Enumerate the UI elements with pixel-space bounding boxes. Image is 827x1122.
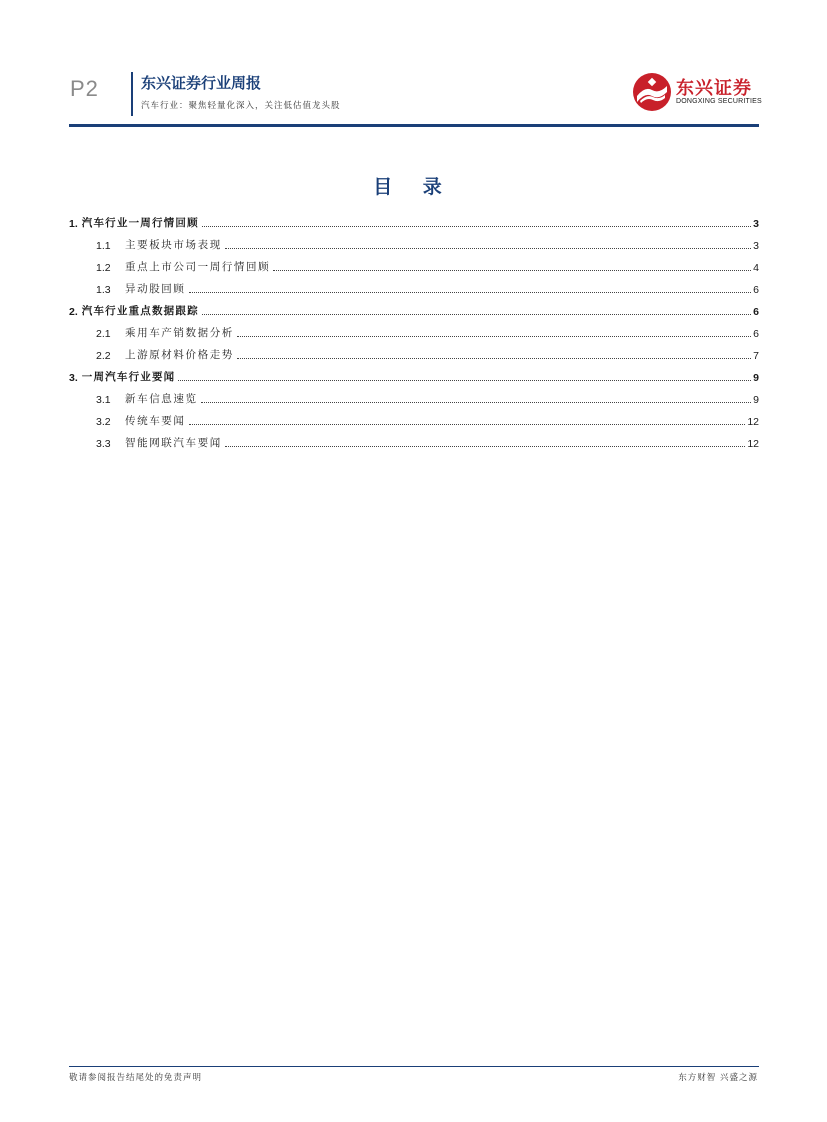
toc-leader-dots <box>178 379 751 381</box>
header-rule <box>69 124 759 127</box>
toc-entry-label: 智能网联汽车要闻 <box>125 437 222 449</box>
toc-entry[interactable] <box>69 296 759 318</box>
toc-entry-page: 6 <box>753 328 759 340</box>
report-subtitle: 汽车行业：聚焦轻量化深入，关注低估值龙头股 <box>141 101 341 111</box>
footer-disclaimer: 敬请参阅报告结尾处的免责声明 <box>69 1073 203 1083</box>
toc-leader-dots <box>225 247 751 249</box>
toc-leader-dots <box>273 269 751 271</box>
page-header <box>0 0 827 130</box>
logo-emblem-icon <box>632 72 672 112</box>
page-number: P2 <box>70 76 99 101</box>
toc-entry[interactable] <box>69 274 759 296</box>
logo-text-en: DONGXING SECURITIES <box>676 98 762 105</box>
toc-entry-page: 4 <box>753 262 759 274</box>
toc-entry-label: 重点上市公司一周行情回顾 <box>125 261 271 273</box>
report-title: 东兴证券行业周报 <box>141 74 262 92</box>
toc-entry[interactable] <box>69 406 759 428</box>
toc-leader-dots <box>189 423 746 425</box>
toc-entry-label: 异动股回顾 <box>125 283 186 295</box>
toc-entry-page: 3 <box>753 240 759 252</box>
toc-entry-page: 7 <box>753 350 759 362</box>
toc-entry-number: 3.3 <box>96 438 111 450</box>
toc-entry-number: 3.1 <box>96 394 111 406</box>
toc-leader-dots <box>237 335 751 337</box>
toc-entry[interactable] <box>69 252 759 274</box>
toc-entry[interactable] <box>69 318 759 340</box>
toc-leader-dots <box>225 445 746 447</box>
toc-entry-page: 3 <box>753 218 759 230</box>
toc-entry-number: 1.2 <box>96 262 111 274</box>
logo-text-cn: 东兴证券 <box>676 78 752 99</box>
header-divider <box>131 72 133 116</box>
toc-entry-page: 9 <box>753 394 759 406</box>
toc-leader-dots <box>189 291 752 293</box>
toc-entry-number: 1. <box>69 218 78 230</box>
toc-entry-number: 2. <box>69 306 78 318</box>
toc-entry[interactable] <box>69 340 759 362</box>
toc-entry[interactable] <box>69 208 759 230</box>
toc-entry-label: 一周汽车行业要闻 <box>81 371 176 383</box>
toc-entry-number: 3. <box>69 372 78 384</box>
footer-rule <box>69 1066 759 1067</box>
toc-entry-number: 1.3 <box>96 284 111 296</box>
company-logo <box>632 72 762 116</box>
toc-entry-number: 2.2 <box>96 350 111 362</box>
toc-leader-dots <box>201 401 752 403</box>
toc-entry-number: 2.1 <box>96 328 111 340</box>
toc-leader-dots <box>237 357 751 359</box>
toc-entry-page: 12 <box>747 416 759 428</box>
toc-entry-number: 3.2 <box>96 416 111 428</box>
toc-entry-label: 汽车行业一周行情回顾 <box>81 217 199 229</box>
toc-entry[interactable] <box>69 362 759 384</box>
toc-title: 目 录 <box>373 176 454 198</box>
toc-entry-label: 乘用车产销数据分析 <box>125 327 234 339</box>
footer-slogan: 东方财智 兴盛之源 <box>678 1073 758 1083</box>
toc-entry[interactable] <box>69 230 759 252</box>
toc-entry[interactable] <box>69 428 759 450</box>
table-of-contents <box>69 208 759 450</box>
toc-leader-dots <box>202 225 751 227</box>
toc-entry-page: 6 <box>753 284 759 296</box>
toc-entry-label: 上游原材料价格走势 <box>125 349 234 361</box>
toc-entry-page: 12 <box>747 438 759 450</box>
toc-entry-label: 主要板块市场表现 <box>125 239 222 251</box>
toc-leader-dots <box>202 313 751 315</box>
toc-entry-page: 6 <box>753 306 759 318</box>
toc-entry[interactable] <box>69 384 759 406</box>
toc-entry-page: 9 <box>753 372 759 384</box>
toc-entry-label: 传统车要闻 <box>125 415 186 427</box>
toc-entry-label: 新车信息速览 <box>125 393 198 405</box>
toc-entry-label: 汽车行业重点数据跟踪 <box>81 305 199 317</box>
toc-entry-number: 1.1 <box>96 240 111 252</box>
